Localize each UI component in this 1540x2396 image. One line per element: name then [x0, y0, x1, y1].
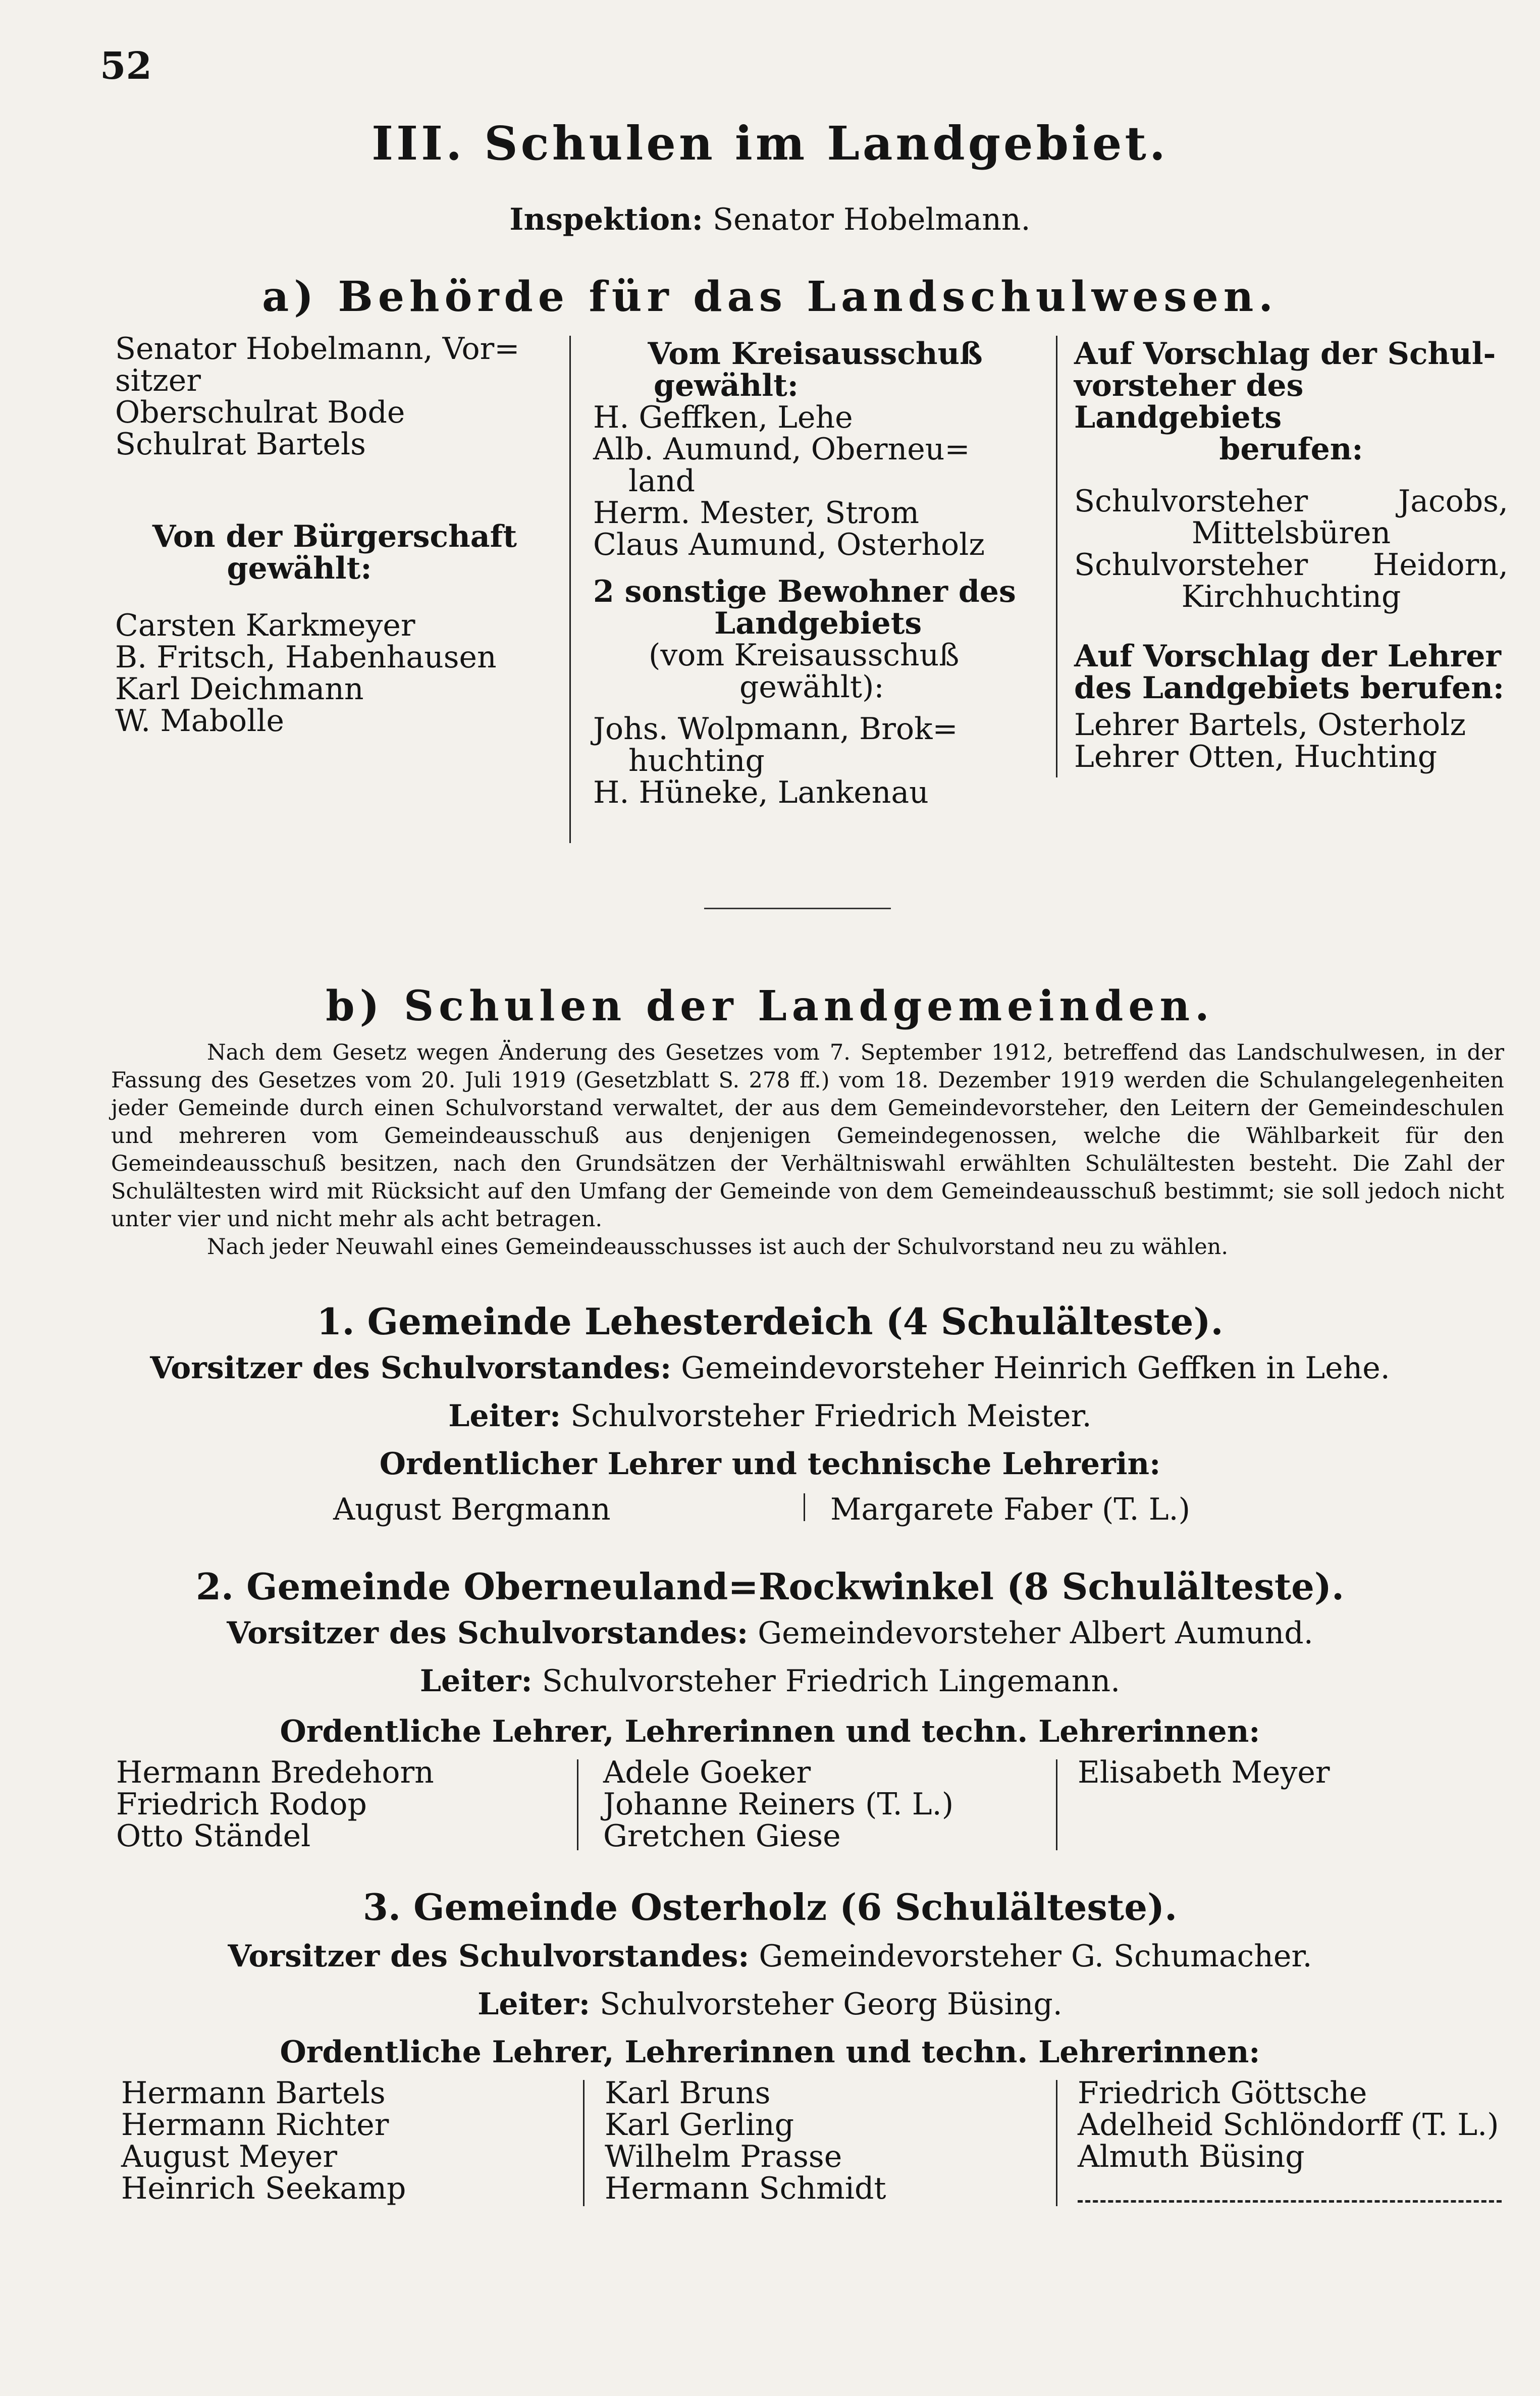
gemeinde-2-teachers-heading: Ordentliche Lehrer, Lehrerinnen und techn. Lehrerinnen: [280, 1714, 1260, 1749]
inspektion-value: Senator Hobelmann. [712, 202, 1031, 237]
col3-heading: Auf Vorschlag der Schul- [1074, 336, 1496, 372]
gemeinde-3-teachers-heading: Ordentliche Lehrer, Lehrerinnen und techn. Lehrerinnen: [280, 2035, 1260, 2070]
inspektion-line [0, 202, 1540, 237]
gemeinde-2-teachers-col-3 [1078, 1757, 1512, 1789]
col2-member: Claus Aumund, Osterholz [593, 527, 985, 562]
col1-line: Schulrat Bartels [115, 427, 366, 462]
dashed-rule [1078, 2200, 1502, 2203]
col2-member: Alb. Aumund, Oberneu= [593, 432, 970, 467]
col2-member: Herm. Mester, Strom [593, 495, 920, 531]
vorsitzer-value: Gemeindevorsteher Albert Aumund. [758, 1616, 1313, 1651]
gemeinde-2-title: 2. Gemeinde Oberneuland=Rockwinkel (8 Schulälteste). [195, 1565, 1345, 1608]
gemeinde-2-teachers-col-2 [603, 1757, 1047, 1852]
teacher-name: Wilhelm Prasse [605, 2139, 842, 2174]
teacher-name: August Meyer [121, 2139, 338, 2174]
col2-member: H. Geffken, Lehe [593, 400, 853, 435]
col3-member [1074, 549, 1508, 581]
gemeinde-1-teacher: Margarete Faber (T. L.) [830, 1492, 1191, 1527]
teacher-name: Friedrich Rodop [116, 1787, 367, 1822]
teacher-name: Hermann Bredehorn [116, 1755, 434, 1790]
col3-heading2: Auf Vorschlag der Lehrer [1074, 639, 1502, 674]
col2-member2: H. Hüneke, Lankenau [593, 775, 929, 810]
leiter-label: Leiter: [419, 1663, 533, 1699]
teacher-name: Adelheid Schlöndorff (T. L.) [1078, 2107, 1499, 2143]
teacher-name: Karl Bruns [605, 2075, 771, 2111]
col1-member: W. Mabolle [115, 703, 284, 739]
col2-sub: (vom Kreisausschuß [649, 638, 960, 673]
column-divider [583, 2080, 585, 2206]
col1-member: Carsten Karkmeyer [115, 608, 415, 643]
teacher-name: Gretchen Giese [603, 1818, 841, 1854]
law-paragraph-text-2: Nach jeder Neuwahl eines Gemeindeausschusses ist auch der Schulvorstand neu zu wählen. [207, 1234, 1229, 1260]
col1-member: Karl Deichmann [115, 671, 364, 707]
gemeinde-1-leiter [0, 1398, 1540, 1434]
gemeinde-2-vorsitzer [0, 1616, 1540, 1651]
separator-rule [704, 908, 891, 909]
vorsitzer-label: Vorsitzer des Schulvorstandes: [227, 1616, 749, 1651]
column-divider [569, 336, 571, 843]
teacher-name: Friedrich Göttsche [1078, 2075, 1367, 2111]
gemeinde-3-leiter [0, 1987, 1540, 2022]
authority-column-2 [593, 338, 1037, 809]
teacher-name: Karl Gerling [605, 2107, 794, 2143]
gemeinde-3-teachers-col-1 [121, 2077, 565, 2205]
gemeinde-3-vorsitzer [0, 1939, 1540, 1974]
col3-member-name: Jacobs, [1398, 484, 1508, 519]
column-divider [1056, 336, 1057, 777]
column-divider [1056, 2080, 1057, 2206]
leiter-label: Leiter: [477, 1987, 590, 2022]
law-paragraph-text: Nach dem Gesetz wegen Änderung des Gesetzes vom 7. September 1912, betreffend das Landschulwesen, in der Fassung des Gesetzes vom 20. Juli 1919 (Gesetzblatt S. 278 ff.) vom 18. Dezember 1919 werden die Schulangelegenheiten jeder Gemeinde durch einen Schulvorstand verwaltet, der aus dem Gemeindevorsteher, den Leitern der Gemeindeschulen und mehreren vom Gemeindeausschuß aus denjenigen Gemeindegenossen, welche die Wählbarkeit für den Gemeindeausschuß besitzen, nach den Grundsätzen der Verhältniswahl erwählten Schulältesten besteht. Die Zahl der Schulältesten wird mit Rücksicht auf den Umfang der Gemeinde von dem Gemeindeausschuß bestimmt; sie soll jedoch nicht unter vier und nicht mehr als acht betragen. [111, 1040, 1504, 1232]
gemeinde-1-vorsitzer [0, 1350, 1540, 1386]
col2-heading2: Landgebiets [714, 606, 922, 641]
teacher-name: Heinrich Seekamp [121, 2171, 406, 2206]
col1-heading: Von der Bürgerschaft [152, 519, 517, 554]
col3-member-name: Heidorn, [1373, 547, 1508, 583]
gemeinde-1-title: 1. Gemeinde Lehesterdeich (4 Schulälteste). [316, 1300, 1224, 1343]
teacher-name: Johanne Reiners (T. L.) [603, 1787, 954, 1822]
vorsitzer-label: Vorsitzer des Schulvorstandes: [150, 1350, 672, 1386]
teacher-name: Almuth Büsing [1078, 2139, 1305, 2174]
teacher-name: Adele Goeker [603, 1755, 811, 1790]
section-b-title: b) Schulen der Landgemeinden. [326, 982, 1214, 1030]
gemeinde-2-teachers-col-1 [116, 1757, 560, 1852]
col3-member-title: Schulvorsteher [1074, 547, 1308, 583]
col2-member: land [628, 463, 696, 499]
column-divider [577, 1759, 578, 1850]
vorsitzer-value: Gemeindevorsteher Heinrich Geffken in Lehe. [681, 1350, 1390, 1386]
col3-heading: berufen: [1219, 432, 1363, 467]
column-divider [804, 1493, 805, 1521]
col3-member-place: Kirchhuchting [1181, 579, 1401, 614]
col1-heading: gewählt: [227, 551, 372, 586]
teacher-name: Hermann Bartels [121, 2075, 386, 2111]
section-heading: III. Schulen im Landgebiet. [371, 116, 1169, 171]
col3-member [1074, 486, 1508, 517]
teacher-name: Elisabeth Meyer [1078, 1755, 1330, 1790]
col3-member-title: Schulvorsteher [1074, 484, 1308, 519]
teacher-name: Hermann Richter [121, 2107, 389, 2143]
column-divider [1056, 1759, 1057, 1850]
col2-heading: Vom Kreisausschuß [648, 336, 983, 372]
col1-line: Senator Hobelmann, Vor= [115, 331, 520, 367]
col2-member2: Johs. Wolpmann, Brok= [593, 711, 958, 747]
col1-line: sitzer [115, 363, 201, 398]
page-number: 52 [100, 44, 152, 88]
teacher-name: Hermann Schmidt [605, 2171, 886, 2206]
gemeinde-1-teachers-heading: Ordentlicher Lehrer und technische Lehrerin: [379, 1446, 1161, 1482]
section-a-title: a) Behörde für das Landschulwesen. [262, 273, 1278, 321]
authority-column-3 [1074, 338, 1508, 773]
gemeinde-3-teachers-col-2 [605, 2077, 1049, 2205]
col3-member2: Lehrer Bartels, Osterholz [1074, 707, 1466, 743]
leiter-value: Schulvorsteher Georg Büsing. [600, 1987, 1063, 2022]
gemeinde-3-title: 3. Gemeinde Osterholz (6 Schulälteste). [362, 1886, 1178, 1929]
col2-sub: gewählt): [739, 669, 884, 705]
vorsitzer-value: Gemeindevorsteher G. Schumacher. [759, 1939, 1312, 1974]
col1-member: B. Fritsch, Habenhausen [115, 640, 497, 675]
col1-line: Oberschulrat Bode [115, 395, 405, 430]
gemeinde-2-leiter [0, 1663, 1540, 1699]
authority-column-1 [115, 333, 554, 737]
teacher-name: Otto Ständel [116, 1818, 311, 1854]
leiter-value: Schulvorsteher Friedrich Lingemann. [542, 1663, 1121, 1699]
col2-heading2: 2 sonstige Bewohner des [593, 574, 1016, 609]
col2-member2: huchting [628, 743, 765, 778]
col3-heading: vorsteher des Landgebiets [1074, 368, 1304, 435]
leiter-value: Schulvorsteher Friedrich Meister. [570, 1398, 1092, 1434]
inspektion-label: Inspektion: [509, 202, 703, 237]
gemeinde-3-teachers-col-3 [1078, 2077, 1512, 2173]
col2-heading: gewählt: [654, 368, 799, 403]
leiter-label: Leiter: [448, 1398, 561, 1434]
col3-member-place: Mittelsbüren [1191, 515, 1391, 551]
gemeinde-1-teacher: August Bergmann [333, 1492, 611, 1527]
vorsitzer-label: Vorsitzer des Schulvorstandes: [228, 1939, 750, 1974]
col3-heading2: des Landgebiets berufen: [1074, 670, 1504, 706]
col3-member2: Lehrer Otten, Huchting [1074, 739, 1438, 774]
law-paragraph [111, 1039, 1504, 1261]
